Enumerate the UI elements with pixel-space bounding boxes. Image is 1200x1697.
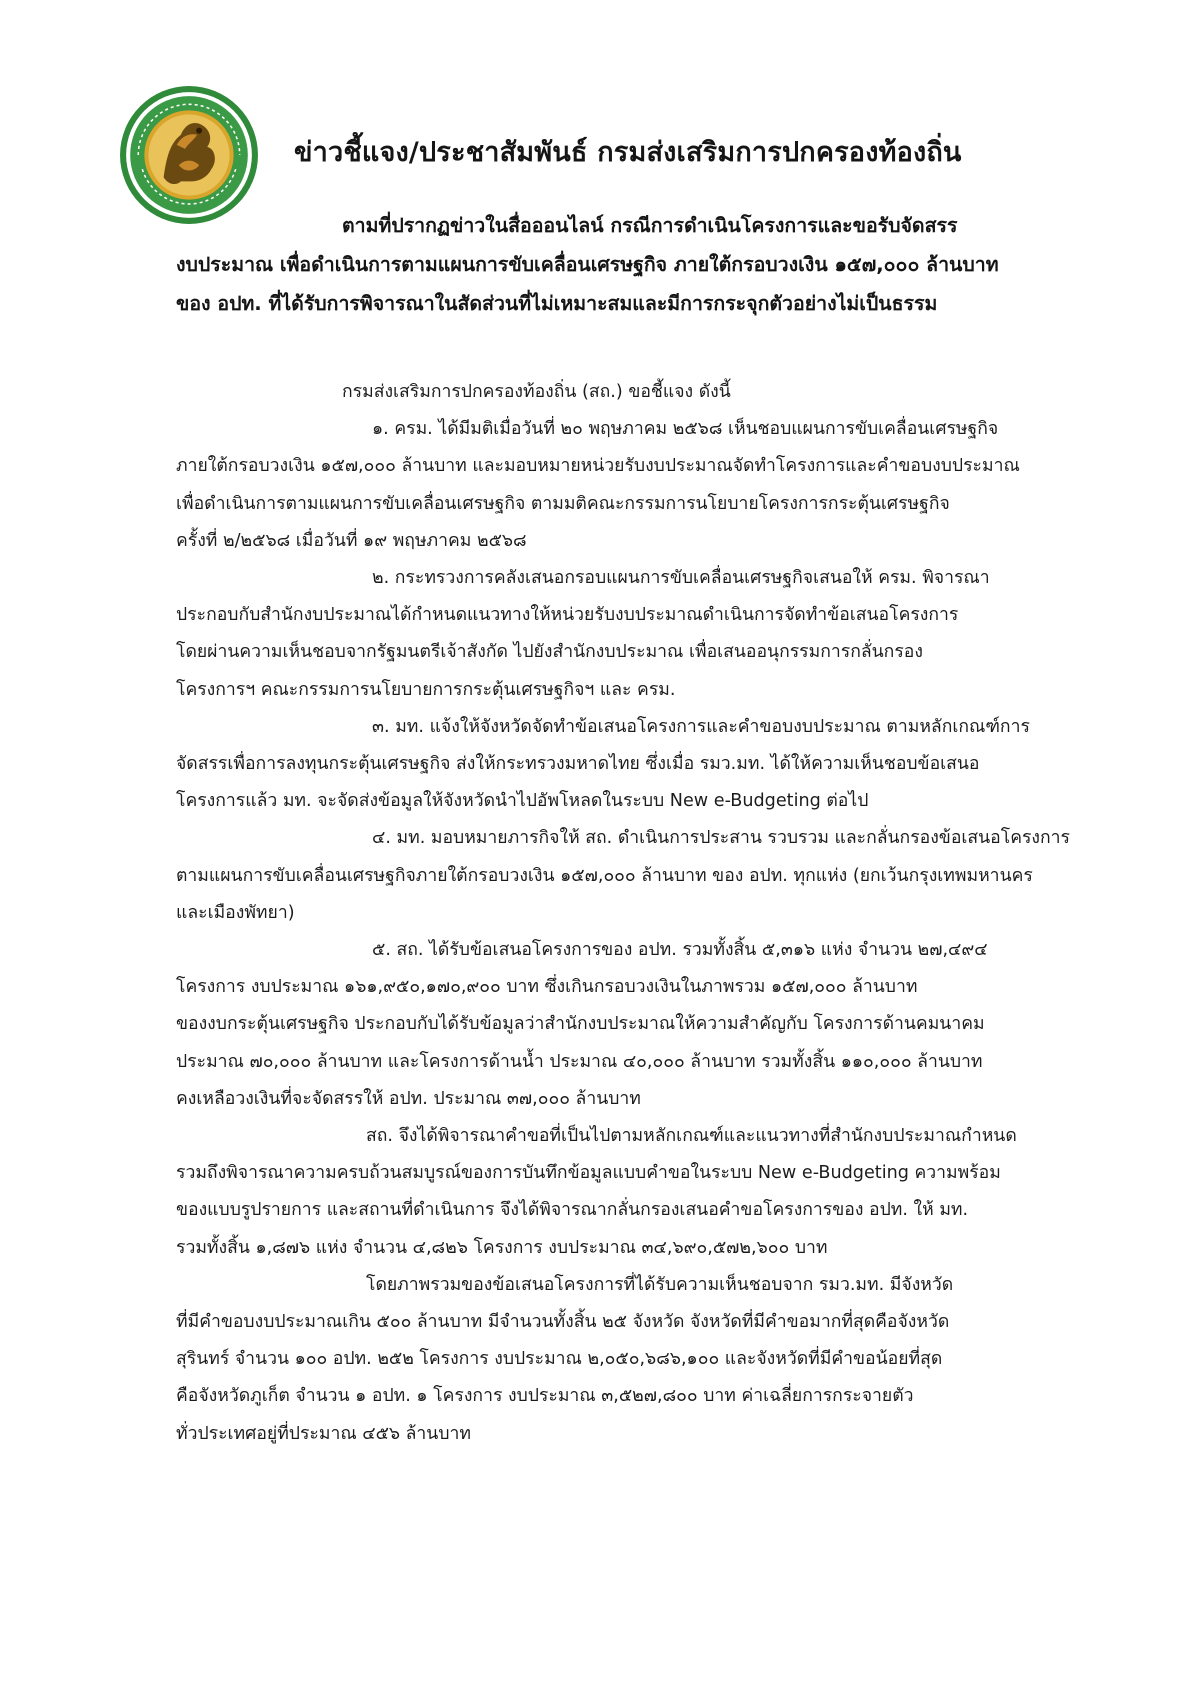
paragraph-line: ๔. มท. มอบหมายภารกิจให้ สถ. ดำเนินการประสาน รวบรวม และกลั่นกรองข้อเสนอโครงการ (372, 828, 1070, 849)
paragraph-line: สุรินทร์ จำนวน ๑๐๐ อปท. ๒๕๒ โครงการ งบประมาณ ๒,๐๕๐,๖๘๖,๑๐๐ และจังหวัดที่มีคำขอน้อยที่สุด (176, 1349, 943, 1370)
document-title: ข่าวชี้แจง/ประชาสัมพันธ์ กรมส่งเสริมการปกครองท้องถิ่น (294, 137, 962, 168)
paragraph-line: ของแบบรูปรายการ และสถานที่ดำเนินการ จึงได้พิจารณากลั่นกรองเสนอคำขอโครงการของ อปท. ให้ มท. (176, 1200, 969, 1221)
paragraph-line: ๒. กระทรวงการคลังเสนอกรอบแผนการขับเคลื่อนเศรษฐกิจเสนอให้ ครม. พิจารณา (372, 568, 990, 589)
paragraph-line: ประกอบกับสำนักงบประมาณได้กำหนดแนวทางให้หน่วยรับงบประมาณดำเนินการจัดทำข้อเสนอโครงการ (176, 605, 959, 626)
item-1-paragraph (176, 411, 1076, 560)
paragraph-line: จัดสรรเพื่อการลงทุนกระตุ้นเศรษฐกิจ ส่งให้กระทรวงมหาดไทย ซึ่งเมื่อ รมว.มท. ได้ให้ความเห็นชอบข้อเสนอ (176, 754, 980, 775)
paragraph-line: รวมถึงพิจารณาความครบถ้วนสมบูรณ์ของการบันทึกข้อมูลแบบคำขอในระบบ New e-Budgeting ความพร้อม (176, 1163, 1001, 1184)
paragraph-line: ของงบกระตุ้นเศรษฐกิจ ประกอบกับได้รับข้อมูลว่าสำนักงบประมาณให้ความสำคัญกับ โครงการด้านคมนาคม (176, 1014, 985, 1035)
item-5-paragraph (176, 932, 1076, 1118)
item-2-paragraph (176, 560, 1076, 709)
paragraph-line: ที่มีคำขอบงบประมาณเกิน ๕๐๐ ล้านบาท มีจำนวนทั้งสิ้น ๒๕ จังหวัด จังหวัดที่มีคำขอมากที่สุดคือจังหวัด (176, 1312, 950, 1333)
paragraph-line: ประมาณ ๗๐,๐๐๐ ล้านบาท และโครงการด้านน้ำ ประมาณ ๔๐,๐๐๐ ล้านบาท รวมทั้งสิ้น ๑๑๐,๐๐๐ ล้านบาท (176, 1051, 983, 1072)
intro-line: ของ อปท. ที่ได้รับการพิจารณาในสัดส่วนที่ไม่เหมาะสมและมีการกระจุกตัวอย่างไม่เป็นธรรม (176, 292, 938, 315)
paragraph-line: ครั้งที่ ๒/๒๕๖๘ เมื่อวันที่ ๑๙ พฤษภาคม ๒๕๖๘ (176, 530, 527, 551)
paragraph-line: ๑. ครม. ได้มีมติเมื่อวันที่ ๒๐ พฤษภาคม ๒๕๖๘ เห็นชอบแผนการขับเคลื่อนเศรษฐกิจ (372, 419, 999, 440)
paragraph-line: โครงการ งบประมาณ ๑๖๑,๙๕๐,๑๗๐,๙๐๐ บาท ซึ่งเกินกรอบวงเงินในภาพรวม ๑๕๗,๐๐๐ ล้านบาท (176, 977, 918, 998)
paragraph-line: คงเหลือวงเงินที่จะจัดสรรให้ อปท. ประมาณ ๓๗,๐๐๐ ล้านบาท (176, 1088, 641, 1109)
opening-line: กรมส่งเสริมการปกครองท้องถิ่น (สถ.) ขอชี้แจง ดังนี้ (342, 382, 731, 402)
paragraph-line: ภายใต้กรอบวงเงิน ๑๕๗,๐๐๐ ล้านบาท และมอบหมายหน่วยรับงบประมาณจัดทำโครงการและคำขอบงบประมาณ (176, 456, 1020, 477)
paragraph-line: ทั่วประเทศอยู่ที่ประมาณ ๔๕๖ ล้านบาท (176, 1423, 471, 1444)
overview-paragraph (176, 1267, 1076, 1453)
intro-line: งบประมาณ เพื่อดำเนินการตามแผนการขับเคลื่อนเศรษฐกิจ ภายใต้กรอบวงเงิน ๑๕๗,๐๐๐ ล้านบาท (176, 253, 999, 276)
item-4-paragraph (176, 820, 1076, 932)
paragraph-line: ๕. สถ. ได้รับข้อเสนอโครงการของ อปท. รวมทั้งสิ้น ๕,๓๑๖ แห่ง จำนวน ๒๗,๔๙๔ (372, 940, 988, 961)
opening-paragraph (176, 374, 1076, 411)
paragraph-line: เพื่อดำเนินการตามแผนการขับเคลื่อนเศรษฐกิจ ตามมติคณะกรรมการนโยบายโครงการกระตุ้นเศรษฐกิจ (176, 493, 950, 514)
paragraph-line: โครงการฯ คณะกรรมการนโยบายการกระตุ้นเศรษฐกิจฯ และ ครม. (176, 679, 676, 700)
review-paragraph (176, 1118, 1076, 1267)
paragraph-line: โครงการแล้ว มท. จะจัดส่งข้อมูลให้จังหวัดนำไปอัพโหลดในระบบ New e-Budgeting ต่อไป (176, 791, 869, 812)
item-3-paragraph (176, 709, 1076, 821)
paragraph-line: รวมทั้งสิ้น ๑,๘๗๖ แห่ง จำนวน ๔,๘๒๖ โครงการ งบประมาณ ๓๔,๖๙๐,๕๗๒,๖๐๐ บาท (176, 1237, 828, 1258)
intro-line: ตามที่ปรากฏข่าวในสื่อออนไลน์ กรณีการดำเนินโครงการและขอรับจัดสรร (342, 214, 958, 237)
clarification-body (176, 374, 1076, 1453)
news-intro (176, 206, 1074, 323)
paragraph-line: โดยผ่านความเห็นชอบจากรัฐมนตรีเจ้าสังกัด ไปยังสำนักงบประมาณ เพื่อเสนออนุกรรมการกลั่นกรอง (176, 642, 923, 663)
paragraph-line: คือจังหวัดภูเก็ต จำนวน ๑ อปท. ๑ โครงการ งบประมาณ ๓,๕๒๗,๘๐๐ บาท ค่าเฉลี่ยการกระจายตัว (176, 1386, 914, 1407)
paragraph-line: ตามแผนการขับเคลื่อนเศรษฐกิจภายใต้กรอบวงเงิน ๑๕๗,๐๐๐ ล้านบาท ของ อปท. ทุกแห่ง (ยกเว้นกรุงเทพมหานคร (176, 865, 1033, 886)
paragraph-line: และเมืองพัทยา) (176, 902, 295, 923)
department-seal-logo (118, 84, 260, 226)
paragraph-line: โดยภาพรวมของข้อเสนอโครงการที่ได้รับความเห็นชอบจาก รมว.มท. มีจังหวัด (366, 1274, 954, 1295)
paragraph-line: ๓. มท. แจ้งให้จังหวัดจัดทำข้อเสนอโครงการและคำขอบงบประมาณ ตามหลักเกณฑ์การ (372, 716, 1030, 737)
document-header (118, 58, 1068, 208)
paragraph-line: สถ. จึงได้พิจารณาคำขอที่เป็นไปตามหลักเกณฑ์และแนวทางที่สำนักงบประมาณกำหนด (366, 1126, 1017, 1147)
